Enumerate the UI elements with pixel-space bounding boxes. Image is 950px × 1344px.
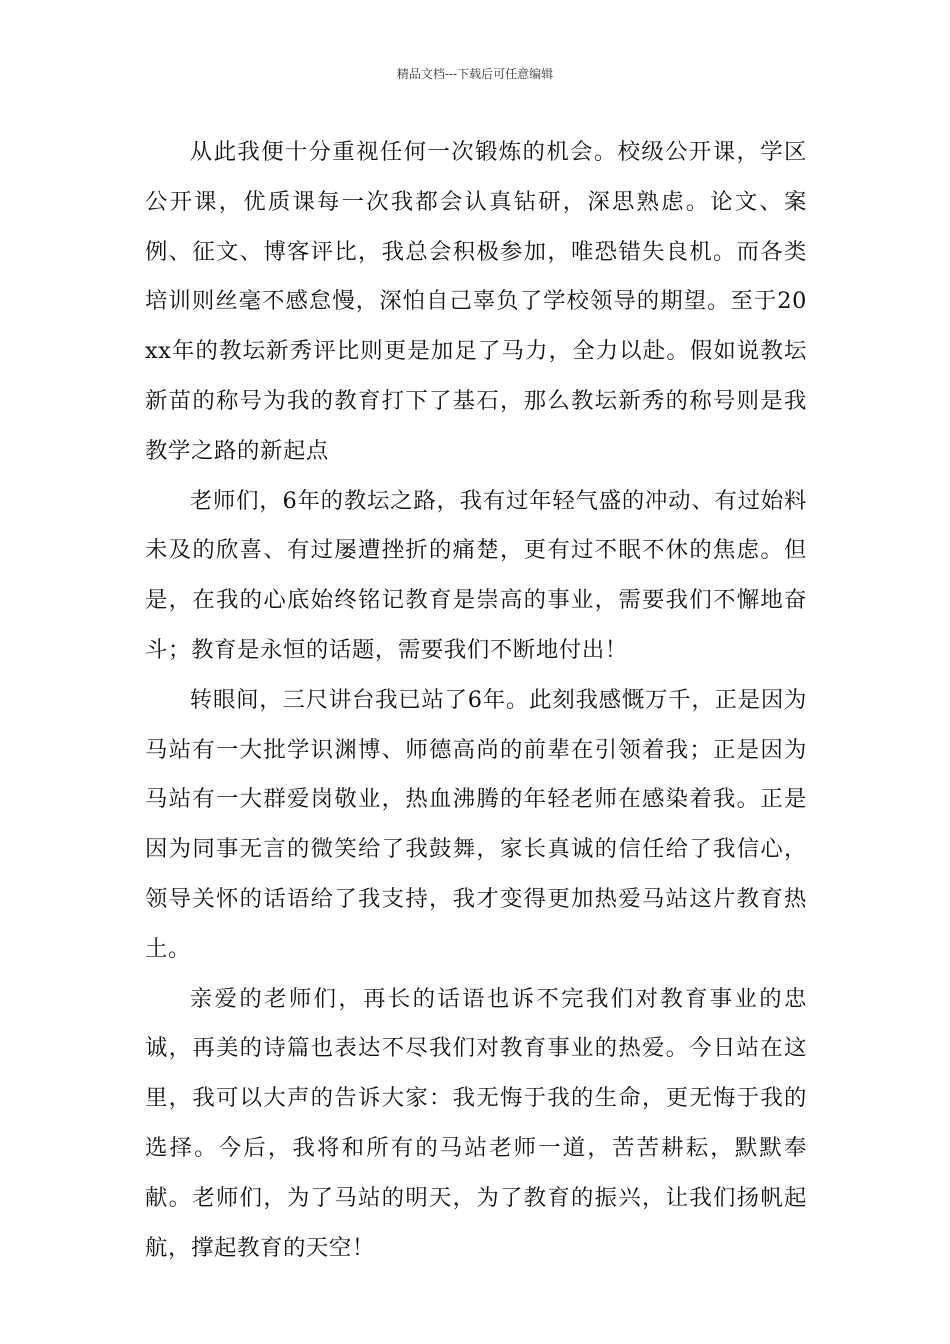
document-body — [145, 128, 807, 1273]
paragraph-2: 老师们，6年的教坛之路，我有过年轻气盛的冲动、有过始料未及的欣喜、有过屡遭挫折的痛楚，更有过不眠不休的焦虑。但是，在我的心底始终铭记教育是崇高的事业，需要我们不懈地奋斗；教育是永恒的话题，需要我们不断地付出！ — [145, 487, 807, 663]
paragraph-4: 亲爱的老师们，再长的话语也诉不完我们对教育事业的忠诚，再美的诗篇也表达不尽我们对教育事业的热爱。今日站在这里，我可以大声的告诉大家：我无悔于我的生命，更无悔于我的选择。今后，我将和所有的马站老师一道，苦苦耕耘，默默奉献。老师们，为了马站的明天，为了教育的振兴，让我们扬帆起航，撑起教育的天空！ — [145, 985, 807, 1261]
paragraph-3: 转眼间，三尺讲台我已站了6年。此刻我感慨万千，正是因为马站有一大批学识渊博、师德高尚的前辈在引领着我；正是因为马站有一大群爱岗敬业，热血沸腾的年轻老师在感染着我。正是因为同事无言的微笑给了我鼓舞，家长真诚的信任给了我信心，领导关怀的话语给了我支持，我才变得更加热爱马站这片教育热土。 — [145, 686, 807, 962]
page-header: 精品文档---下载后可任意编辑 — [396, 67, 554, 81]
paragraph-1: 从此我便十分重视任何一次锻炼的机会。校级公开课，学区公开课，优质课每一次我都会认真钻研，深思熟虑。论文、案例、征文、博客评比，我总会积极参加，唯恐错失良机。而各类培训则丝毫不感怠慢，深怕自己辜负了学校领导的期望。至于20xx年的教坛新秀评比则更是加足了马力，全力以赴。假如说教坛新苗的称号为我的教育打下了基石，那么教坛新秀的称号则是我教学之路的新起点 — [145, 139, 807, 464]
